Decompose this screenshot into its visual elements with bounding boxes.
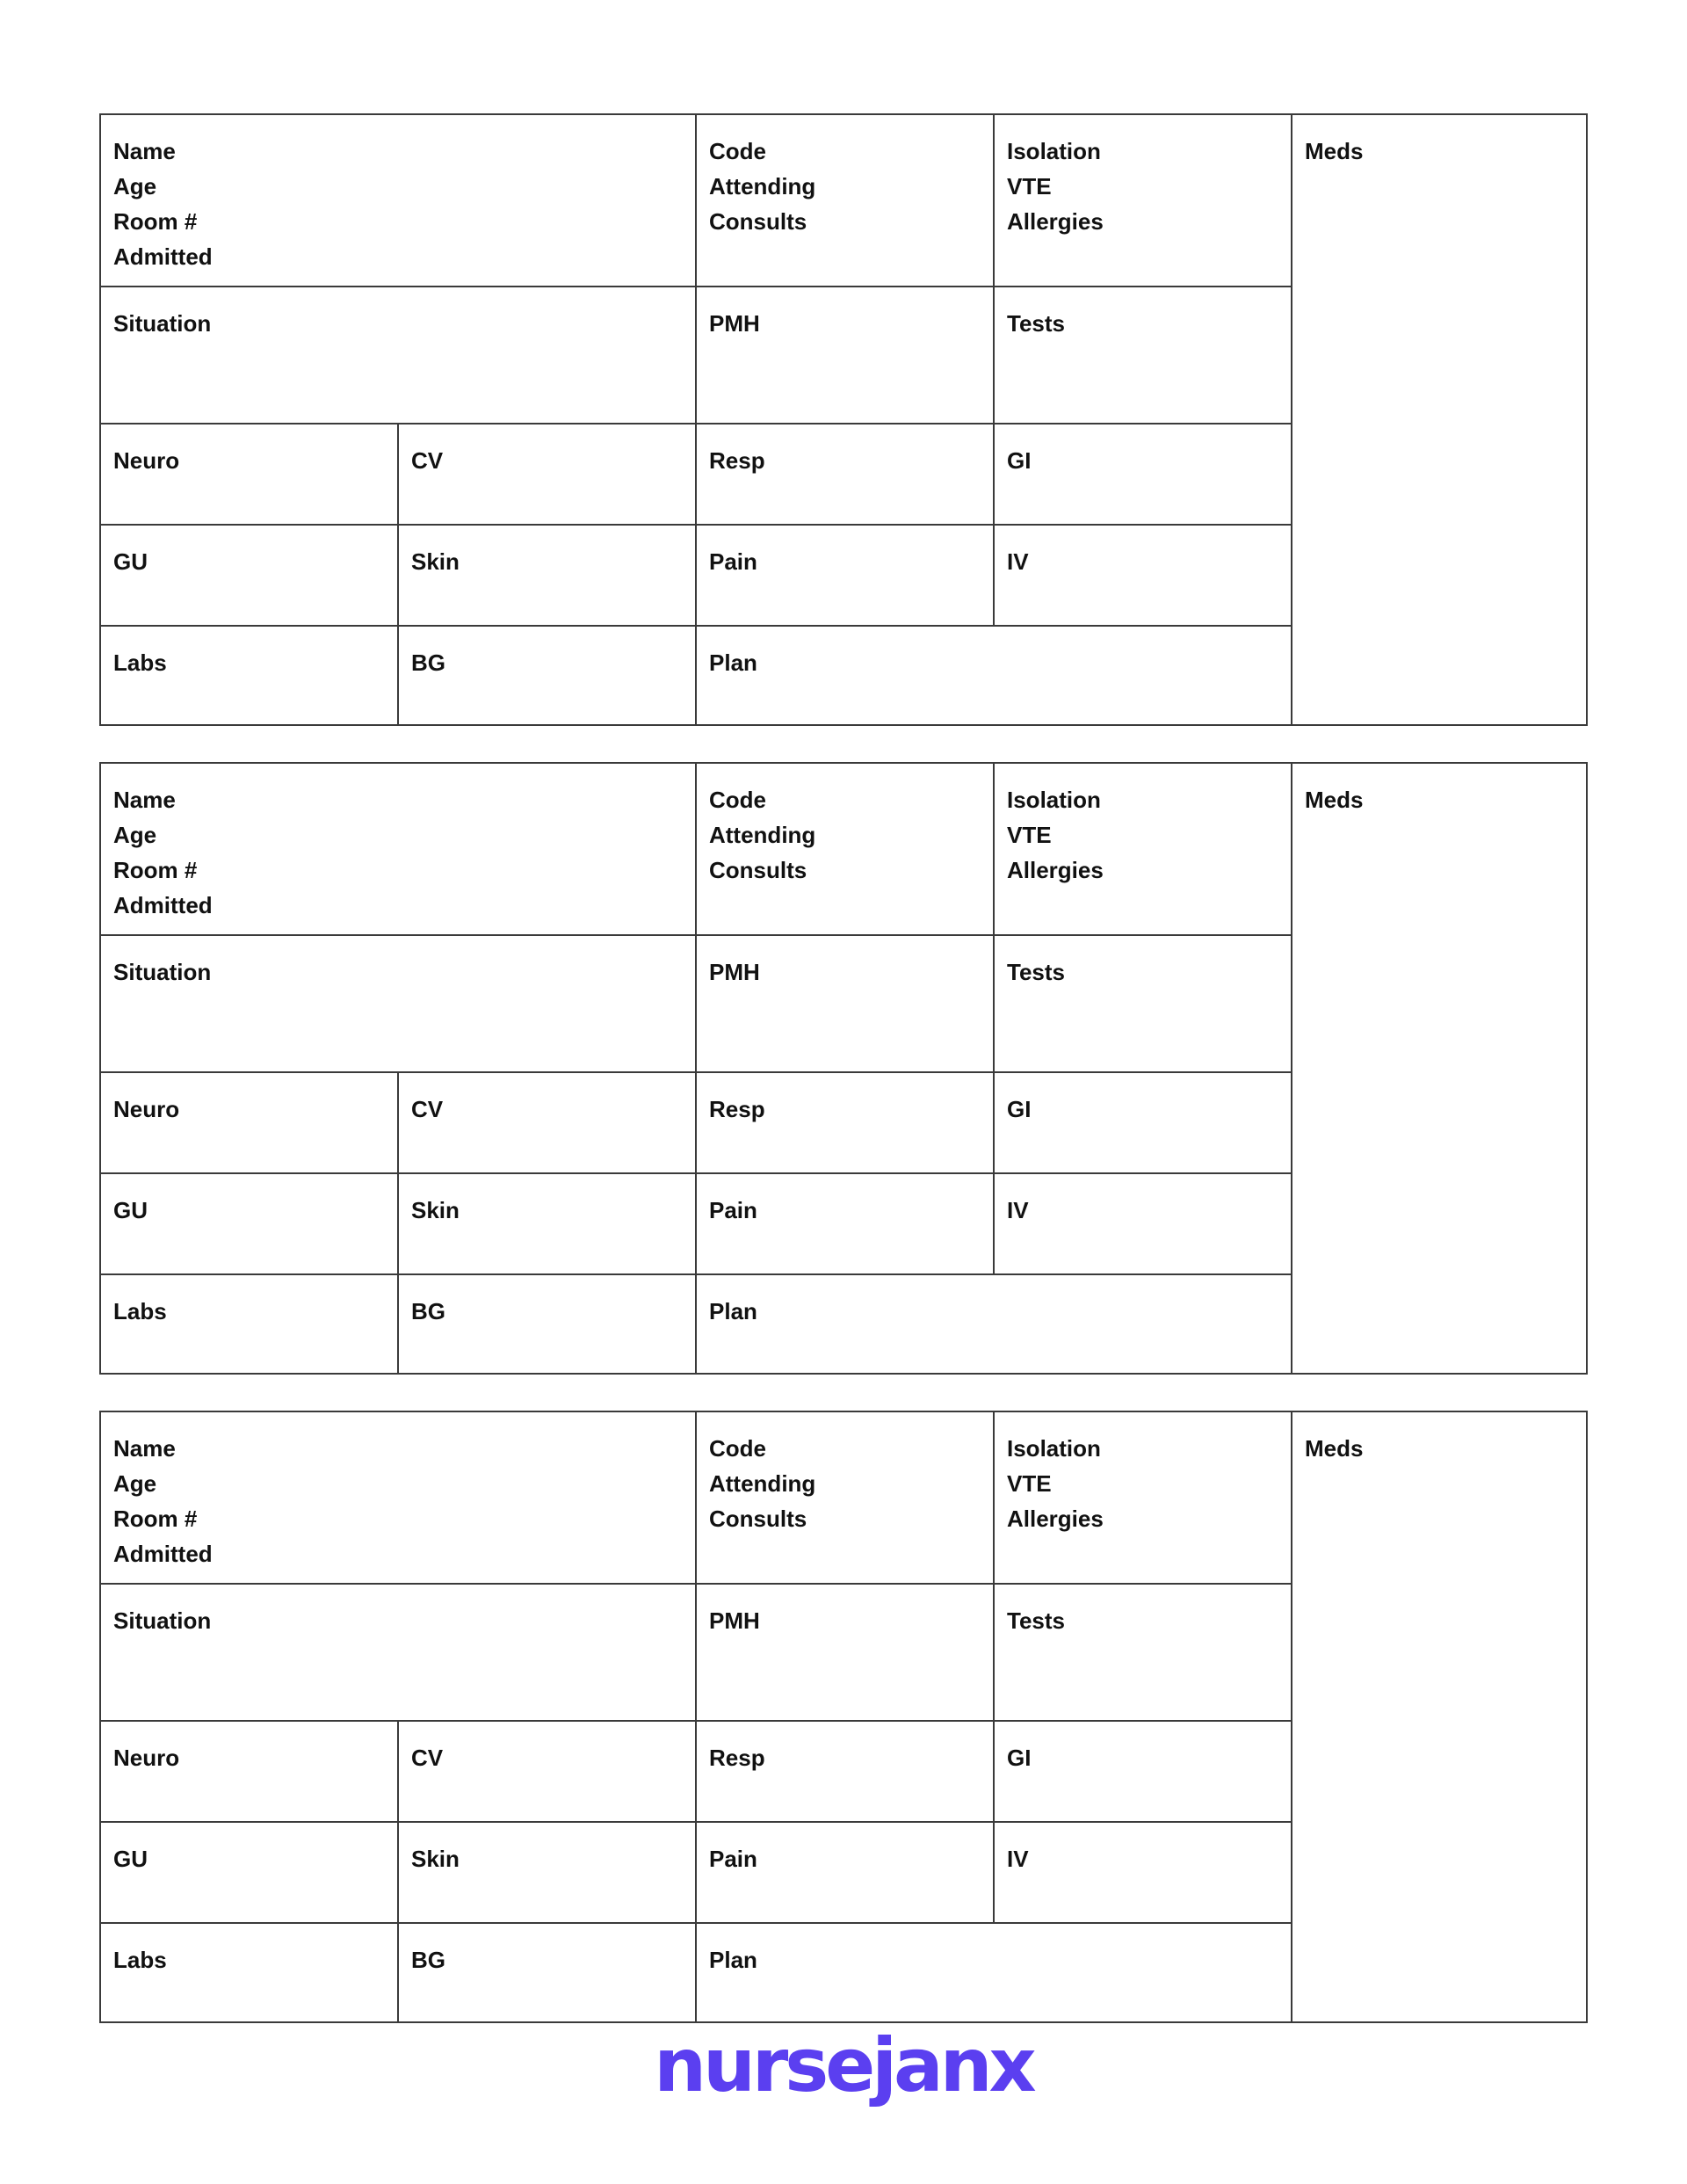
patient-info-cell[interactable] xyxy=(101,1412,697,1585)
tests-cell[interactable] xyxy=(995,1585,1292,1722)
code-label: Code xyxy=(709,787,766,813)
attending-label: Attending xyxy=(709,173,816,200)
skin-label: Skin xyxy=(411,548,460,575)
admitted-label: Admitted xyxy=(113,892,213,918)
iv-cell[interactable] xyxy=(995,1174,1292,1275)
meds-cell[interactable] xyxy=(1292,764,1586,1373)
gu-label: GU xyxy=(113,1846,148,1872)
allergies-label: Allergies xyxy=(1007,857,1104,883)
vte-label: VTE xyxy=(1007,173,1052,200)
pmh-label: PMH xyxy=(709,959,760,985)
tests-cell[interactable] xyxy=(995,287,1292,424)
gu-label: GU xyxy=(113,548,148,575)
gu-cell[interactable] xyxy=(101,526,399,627)
resp-cell[interactable] xyxy=(697,1073,995,1174)
attending-label: Attending xyxy=(709,1470,816,1497)
tests-label: Tests xyxy=(1007,310,1065,337)
attending-label: Attending xyxy=(709,822,816,848)
cv-label: CV xyxy=(411,447,444,474)
plan-label: Plan xyxy=(709,1298,757,1324)
labs-label: Labs xyxy=(113,1298,167,1324)
resp-label: Resp xyxy=(709,447,765,474)
iv-label: IV xyxy=(1007,1846,1029,1872)
allergies-label: Allergies xyxy=(1007,1506,1104,1532)
gi-label: GI xyxy=(1007,1745,1032,1771)
bg-cell[interactable] xyxy=(399,627,697,724)
situation-cell[interactable] xyxy=(101,1585,697,1722)
neuro-label: Neuro xyxy=(113,447,180,474)
gi-label: GI xyxy=(1007,1096,1032,1122)
pain-cell[interactable] xyxy=(697,1174,995,1275)
gu-cell[interactable] xyxy=(101,1174,399,1275)
consults-label: Consults xyxy=(709,208,807,235)
labs-cell[interactable] xyxy=(101,1924,399,2021)
meds-cell[interactable] xyxy=(1292,1412,1586,2021)
cv-cell[interactable] xyxy=(399,424,697,526)
patient-info-cell[interactable] xyxy=(101,115,697,287)
consults-label: Consults xyxy=(709,1506,807,1532)
admitted-label: Admitted xyxy=(113,243,213,270)
code-cell[interactable] xyxy=(697,1412,995,1585)
skin-cell[interactable] xyxy=(399,1174,697,1275)
cv-cell[interactable] xyxy=(399,1722,697,1823)
pmh-label: PMH xyxy=(709,1607,760,1634)
neuro-cell[interactable] xyxy=(101,424,399,526)
vte-label: VTE xyxy=(1007,822,1052,848)
meds-label: Meds xyxy=(1305,1435,1364,1462)
age-label: Age xyxy=(113,173,157,200)
bg-cell[interactable] xyxy=(399,1275,697,1373)
vte-label: VTE xyxy=(1007,1470,1052,1497)
patient-report-block-2 xyxy=(99,762,1588,1375)
room-label: Room # xyxy=(113,857,198,883)
pmh-cell[interactable] xyxy=(697,936,995,1073)
consults-label: Consults xyxy=(709,857,807,883)
iv-label: IV xyxy=(1007,548,1029,575)
isolation-cell[interactable] xyxy=(995,764,1292,936)
meds-label: Meds xyxy=(1305,138,1364,164)
labs-label: Labs xyxy=(113,649,167,676)
resp-cell[interactable] xyxy=(697,424,995,526)
cv-label: CV xyxy=(411,1096,444,1122)
isolation-cell[interactable] xyxy=(995,115,1292,287)
gi-cell[interactable] xyxy=(995,1722,1292,1823)
plan-cell[interactable] xyxy=(697,627,1292,724)
pain-label: Pain xyxy=(709,1846,757,1872)
neuro-cell[interactable] xyxy=(101,1073,399,1174)
admitted-label: Admitted xyxy=(113,1541,213,1567)
pmh-label: PMH xyxy=(709,310,760,337)
situation-label: Situation xyxy=(113,1607,212,1634)
plan-label: Plan xyxy=(709,649,757,676)
situation-cell[interactable] xyxy=(101,936,697,1073)
allergies-label: Allergies xyxy=(1007,208,1104,235)
bg-label: BG xyxy=(411,1298,445,1324)
isolation-label: Isolation xyxy=(1007,1435,1101,1462)
code-cell[interactable] xyxy=(697,764,995,936)
name-label: Name xyxy=(113,138,176,164)
isolation-label: Isolation xyxy=(1007,138,1101,164)
gu-label: GU xyxy=(113,1197,148,1223)
tests-label: Tests xyxy=(1007,959,1065,985)
patient-report-block-1 xyxy=(99,113,1588,726)
age-label: Age xyxy=(113,1470,157,1497)
tests-label: Tests xyxy=(1007,1607,1065,1634)
neuro-cell[interactable] xyxy=(101,1722,399,1823)
patient-report-block-3 xyxy=(99,1411,1588,2023)
iv-label: IV xyxy=(1007,1197,1029,1223)
plan-cell[interactable] xyxy=(697,1924,1292,2021)
bg-label: BG xyxy=(411,1947,445,1973)
pmh-cell[interactable] xyxy=(697,287,995,424)
room-label: Room # xyxy=(113,1506,198,1532)
resp-label: Resp xyxy=(709,1096,765,1122)
skin-cell[interactable] xyxy=(399,526,697,627)
room-label: Room # xyxy=(113,208,198,235)
cv-cell[interactable] xyxy=(399,1073,697,1174)
neuro-label: Neuro xyxy=(113,1745,180,1771)
tests-cell[interactable] xyxy=(995,936,1292,1073)
code-label: Code xyxy=(709,1435,766,1462)
labs-label: Labs xyxy=(113,1947,167,1973)
nursejanx-logo: nursejanx xyxy=(654,2022,1033,2108)
gi-cell[interactable] xyxy=(995,424,1292,526)
labs-cell[interactable] xyxy=(101,1275,399,1373)
situation-cell[interactable] xyxy=(101,287,697,424)
plan-label: Plan xyxy=(709,1947,757,1973)
gu-cell[interactable] xyxy=(101,1823,399,1924)
pain-label: Pain xyxy=(709,548,757,575)
pain-cell[interactable] xyxy=(697,526,995,627)
situation-label: Situation xyxy=(113,959,212,985)
plan-cell[interactable] xyxy=(697,1275,1292,1373)
skin-label: Skin xyxy=(411,1846,460,1872)
neuro-label: Neuro xyxy=(113,1096,180,1122)
gi-label: GI xyxy=(1007,447,1032,474)
patient-info-cell[interactable] xyxy=(101,764,697,936)
iv-cell[interactable] xyxy=(995,526,1292,627)
isolation-cell[interactable] xyxy=(995,1412,1292,1585)
name-label: Name xyxy=(113,787,176,813)
situation-label: Situation xyxy=(113,310,212,337)
pmh-cell[interactable] xyxy=(697,1585,995,1722)
iv-cell[interactable] xyxy=(995,1823,1292,1924)
pain-cell[interactable] xyxy=(697,1823,995,1924)
resp-label: Resp xyxy=(709,1745,765,1771)
labs-cell[interactable] xyxy=(101,627,399,724)
resp-cell[interactable] xyxy=(697,1722,995,1823)
age-label: Age xyxy=(113,822,157,848)
cv-label: CV xyxy=(411,1745,444,1771)
name-label: Name xyxy=(113,1435,176,1462)
code-label: Code xyxy=(709,138,766,164)
meds-label: Meds xyxy=(1305,787,1364,813)
skin-label: Skin xyxy=(411,1197,460,1223)
pain-label: Pain xyxy=(709,1197,757,1223)
skin-cell[interactable] xyxy=(399,1823,697,1924)
bg-cell[interactable] xyxy=(399,1924,697,2021)
meds-cell[interactable] xyxy=(1292,115,1586,724)
bg-label: BG xyxy=(411,649,445,676)
isolation-label: Isolation xyxy=(1007,787,1101,813)
code-cell[interactable] xyxy=(697,115,995,287)
gi-cell[interactable] xyxy=(995,1073,1292,1174)
